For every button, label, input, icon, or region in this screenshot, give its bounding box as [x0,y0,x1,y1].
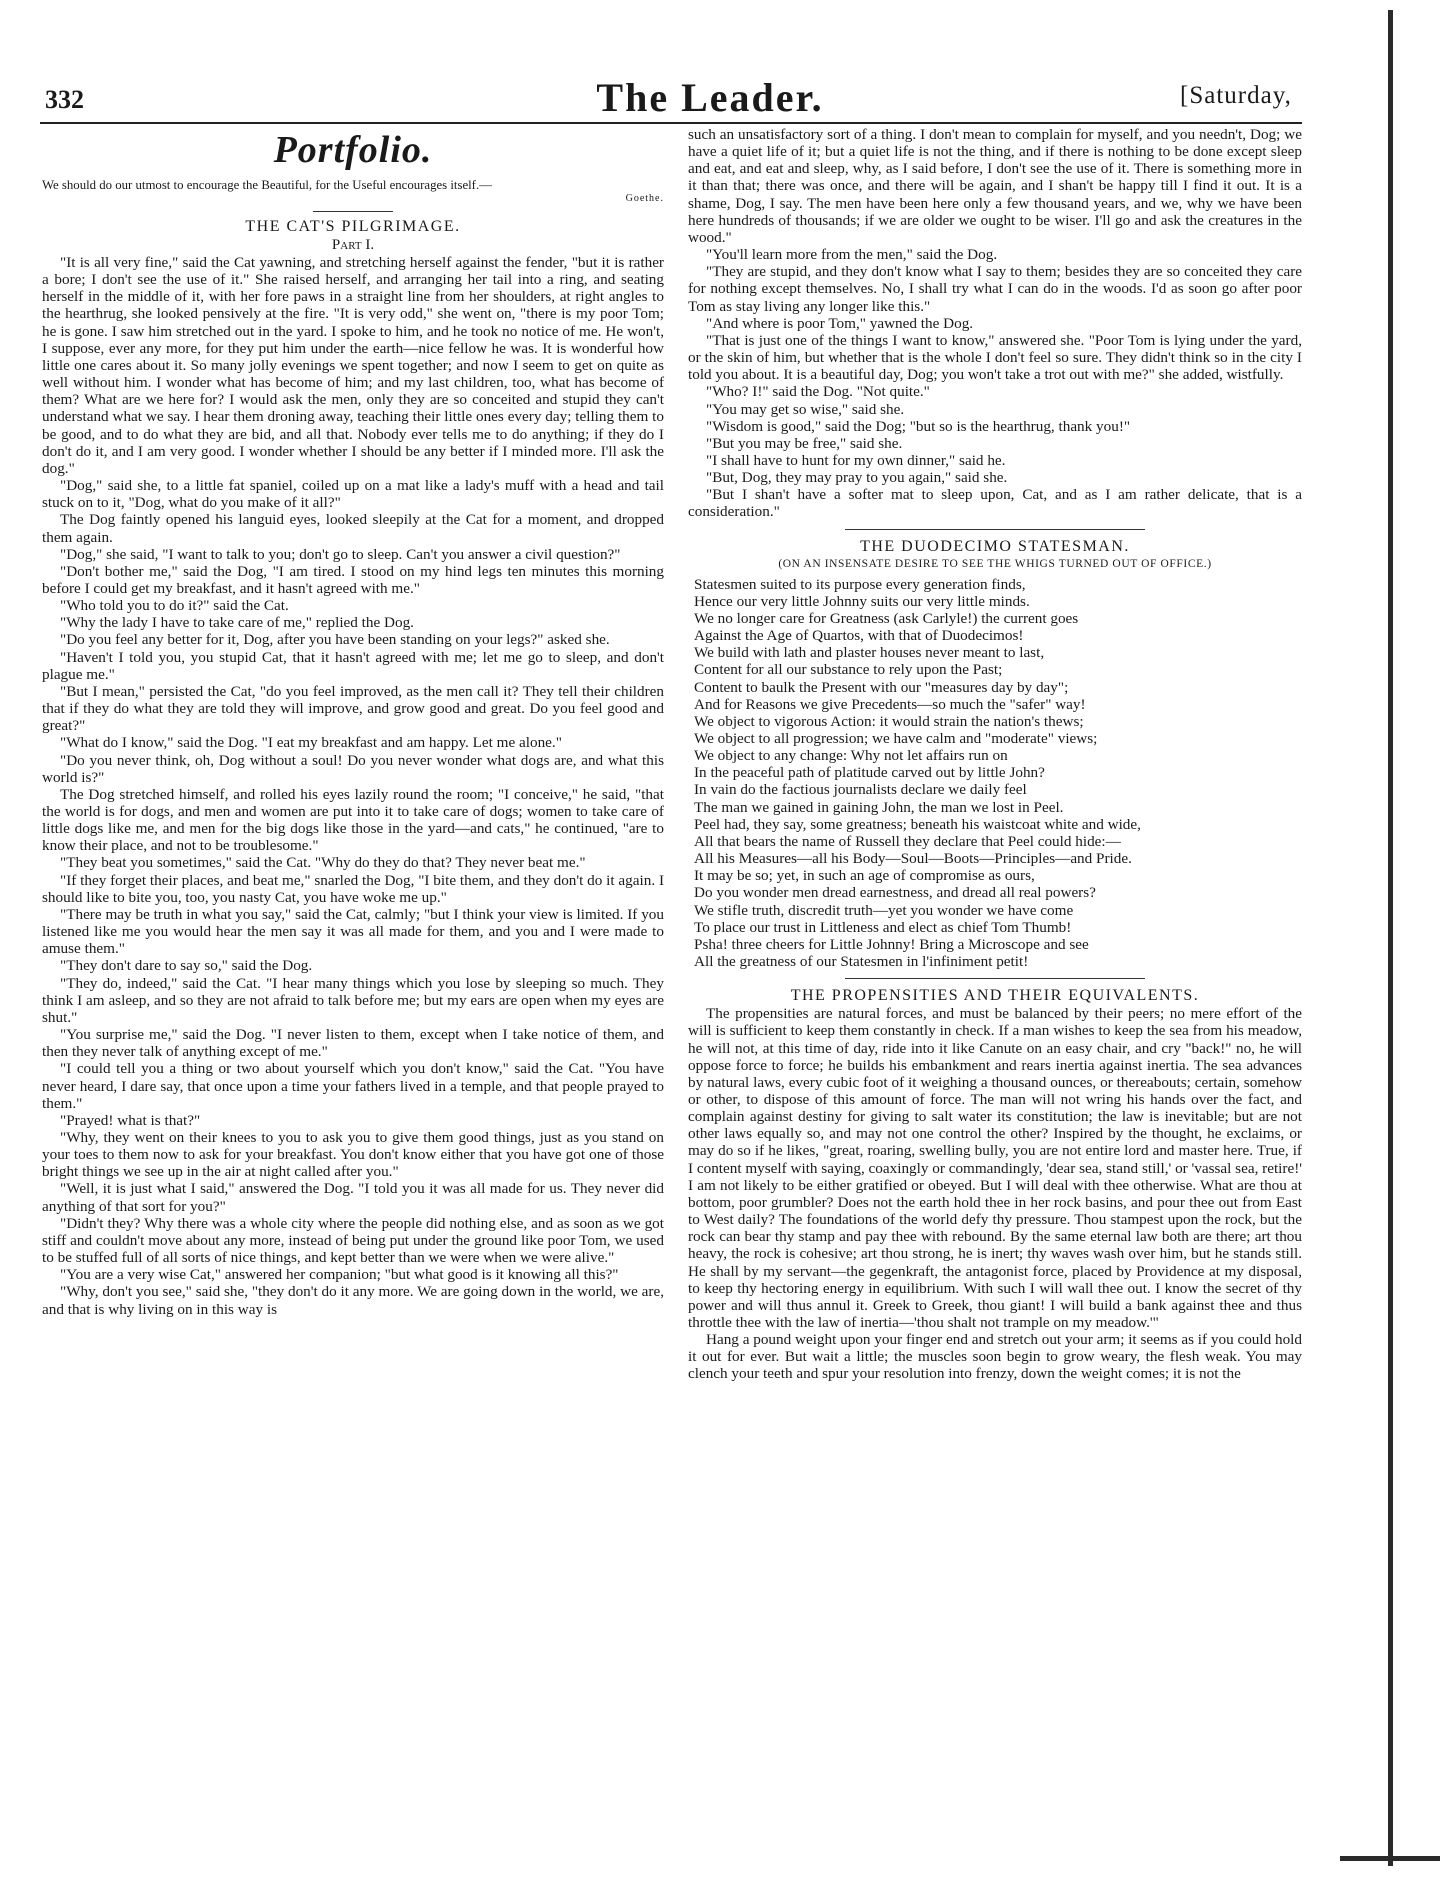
paragraph: "You are a very wise Cat," answered her companion; "but what good is it knowing all this?" [60,1266,619,1284]
paragraph: "You may get so wise," said she. [706,400,905,418]
paragraph: "Dog," said she, to a little fat spaniel, coiled up on a mat like a lady's muff with a head and tail stuck on to it, "Dog, what do you make of it all?" [42,477,664,512]
paragraph: "What do I know," said the Dog. "I eat my breakfast and am happy. Let me alone." [60,734,562,752]
divider [845,529,1145,530]
paragraph: "Do you feel any better for it, Dog, after you have been standing on your legs?" asked she. [60,631,610,649]
poem-line: All the greatness of our Statesmen in l'infiniment petit! [694,953,1029,971]
paragraph: "I could tell you a thing or two about yourself which you don't know," said the Cat. "You have never heard, I dare say, that once upon a time your fathers lived in a temple, and that people prayed to them." [42,1060,664,1112]
paragraph: "And where is poor Tom," yawned the Dog. [706,314,974,332]
left-column [42,126,664,1318]
poem-line: It may be so; yet, in such an age of compromise as ours, [694,867,1035,885]
paragraph: "It is all very fine," said the Cat yawning, and stretching herself against the fender, "but it is rather a bore; I don't see the use of it." She raised herself, and arranging her tail into a ring, and seating herself in the middle of it, with her fore paws in a straight line from her shoulders, at right angles to the hearthrug, she looked pensively at the fire. "It is very odd," she went on, "there is my poor Tom; he is gone. I saw him stretched out in the yard. I spoke to him, and he took no notice of me. He won't, I suppose, ever any more, for they put him under the earth—nice fellow he was. It is wonderful how little one cares about it. So many jolly evenings we spent together; and now I seem to get on quite as well without him. I wonder what has become of him; and my last children, too, what has become of them? What are we here for? I would ask the men, only they are so conceited and stupid they can't understand what we say. I hear them droning away, teaching their little ones every day; telling them to be good, and to do what they are bid, and all that. Nobody ever tells me to do anything; if they do I don't do it, and I am very good. I wonder whether I should be any better if I minded more. I'll ask the dog." [42,254,664,477]
paragraph: The propensities are natural forces, and must be balanced by their peers; no mere effort of the will is sufficient to keep them constantly in check. If a man wishes to keep the sea from his meadow, he will not, at this time of day, ride into it like Canute on an easy chair, and cry "back!" no, he will oppose force to force; he builds his embankment and rears inertia against inertia. The sea advances by natural laws, every cubic foot of it weighing a thousand ounces, or thereabouts; certain, somehow or other, to dispose of this amount of force. The man will not wring his hands over the fact, and complain against destiny for giving to salt water its constitution; the law is inevitable; but are not other laws equally so, and may not one control the other? Inspired by the thought, he exclaims, or may do so if he likes, "great, roaring, swelling bully, you are not entire lord and master here. True, if I content myself with saying, coaxingly or commandingly, 'dear sea, stand still,' or 'vassal sea, retire!' I am not likely to be either gratified or obeyed. But I will deal with thee otherwise. What are thou at bottom, poor grumbler? Does not the earth hold thee in her rock basins, and pour thee out from East to West daily? The foundations of the world defy thy pressure. Thou stampest upon the rock, but the rock can bear thy stamp and pay thee with rebound. By the same eternal law both are there; art thou heavy, the rock is cohesive; art thou strong, he is inert; thy waves wash over him, but he stands still. He shall by my servant—the gegenkraft, the antagonist force, placed by Providence at my disposal, to keep thy hectoring energy in equilibrium. With such I will wall thee out. I know the secret of thy power and will thus annul it. Greek to Greek, thou giant! I will build a bank against thee and thus throttle thee with the law of inertia—'thou shalt not trample on my meadow.'" [688,1005,1302,1331]
paragraph: "But, Dog, they may pray to you again," said she. [706,469,1008,487]
paragraph: "Prayed! what is that?" [60,1111,201,1129]
poem-line: Against the Age of Quartos, with that of Duodecimos! [694,627,1024,645]
paragraph: "Who told you to do it?" said the Cat. [60,597,289,615]
vertical-rule-mark [1388,10,1393,1866]
poem-line: The man we gained in gaining John, the man we lost in Peel. [694,798,1064,816]
poem-line: And for Reasons we give Precedents—so much the "safer" way! [694,695,1086,713]
paragraph: "They do, indeed," said the Cat. "I hear many things which you lose by sleeping so much. They think I am asleep, and so they are not afraid to talk before me; but my ears are open when my eyes are shut." [42,974,664,1026]
poem-line: All his Measures—all his Body—Soul—Boots—Principles—and Pride. [694,850,1132,868]
poem-line: Content to baulk the Present with our "measures day by day"; [694,678,1069,696]
paragraph: "Why, they went on their knees to you to ask you to give them good things, just as you stand on your toes to them now to ask for your breakfast. You don't know either that you have got one of those bright things we see up in the air at night called after you." [42,1128,664,1181]
duodecimo-title: THE DUODECIMO STATESMAN. [860,537,1130,555]
paragraph: "But you may be free," said she. [706,434,903,452]
paragraph: "Don't bother me," said the Dog, "I am tired. I stood on my hind legs ten minutes this morning before I could get my breakfast, and it hasn't agreed with me." [42,562,664,597]
paragraph: The Dog faintly opened his languid eyes, looked sleepily at the Cat for a moment, and dropped them again. [42,511,664,546]
header-date: [Saturday, [1180,82,1292,109]
paragraph: The Dog stretched himself, and rolled his eyes lazily round the room; "I conceive," he said, "that the world is for dogs, and men and women are put into it to take care of dogs; women to take care of little dogs like me, and men for the big dogs like those in the yard—and cats," he continued, "are to know their place, and not to be troublesome." [42,785,664,855]
paragraph: "You surprise me," said the Dog. "I never listen to them, except when I take notice of them, and then they never talk of anything except of me." [42,1026,664,1061]
cat-title: THE CAT'S PILGRIMAGE. [245,218,461,235]
poem-line: Do you wonder men dread earnestness, and dread all real powers? [694,884,1096,902]
poem-line: We no longer care for Greatness (ask Carlyle!) the current goes [694,609,1079,627]
masthead-title: The Leader. [596,75,824,120]
poem-line: In vain do the factious journalists declare we daily feel [694,781,1027,799]
divider [313,211,393,212]
paragraph: "You'll learn more from the men," said the Dog. [706,246,998,264]
paragraph: Hang a pound weight upon your finger end and stretch out your arm; it seems as if you could hold it out for ever. But wait a little; the muscles soon begin to grow weary, the flesh weak. You may clench your teeth and spur your resolution into frenzy, down the weight comes; it is not the [688,1331,1302,1383]
paragraph: "That is just one of the things I want to know," answered she. "Poor Tom is lying under the yard, or the skin of him, but whether that is the whole I don't feel so sure. They didn't think so in the city I told you about. It is a beautiful day, Dog; you won't take a trot out with me?" she added, wistfully. [688,331,1302,384]
duodecimo-note: (ON AN INSENSATE DESIRE TO SEE THE WHIGS TURNED OUT OF OFFICE.) [778,557,1212,570]
poem-line: We object to all progression; we have calm and "moderate" views; [694,730,1098,747]
paragraph: "There may be truth in what you say," said the Cat, calmly; "but I think your view is limited. If you listened like me you would hear the men say it was all made for them, and you and I were made to amuse them." [42,905,664,958]
paragraph: "I shall have to hunt for my own dinner," said he. [706,451,1006,469]
poem-line: We stifle truth, discredit truth—yet you wonder we have come [694,901,1074,919]
paragraph: "Do you never think, oh, Dog without a soul! Do you never wonder what dogs are, and what this world is?" [42,751,664,786]
paragraph: "But I shan't have a softer mat to sleep upon, Cat, and as I am rather delicate, that is a consideration." [688,486,1302,521]
paragraph: "But I mean," persisted the Cat, "do you feel improved, as the men call it? They tell their children that if they do what they are told they will improve, and grow good and great. Do you feel good and great?" [42,682,664,735]
paragraph: "They don't dare to say so," said the Dog. [60,957,313,975]
motto: We should do our utmost to encourage the Beautiful, for the Useful encourages itself.— [42,178,492,192]
paragraph: "Well, it is just what I said," answered the Dog. "I told you it was all made for us. They never did anything of that sort for you?" [42,1180,664,1215]
divider [845,978,1145,979]
paragraph: "They beat you sometimes," said the Cat. "Why do they do that? They never beat me." [60,854,586,872]
paragraph: "Why, don't you see," said she, "they don't do it any more. We are going down in the world, we are, and that is why living on in this way is [42,1283,664,1318]
propensities-body [688,1005,1302,1382]
cat-part: Part I. [331,237,375,253]
motto-source: Goethe. [625,193,664,204]
poem-line: Hence our very little Johnny suits our very little minds. [694,592,1030,610]
paragraph: "Dog," she said, "I want to talk to you; don't go to sleep. Can't you answer a civil question?" [60,545,621,563]
paragraph: "Didn't they? Why there was a whole city where the people did nothing else, and as soon as we got stiff and couldn't move about any more, instead of being put under the ground like poor Tom, we used to be stuffed full of all sorts of nice things, and kept better than we were when we were alive." [42,1214,664,1267]
cat-body [42,254,664,1318]
paragraph: "Why the lady I have to take care of me," replied the Dog. [60,614,414,632]
paragraph: "Who? I!" said the Dog. "Not quite." [706,383,930,401]
poem-line: Peel had, they say, some greatness; beneath his waistcoat white and wide, [694,815,1141,833]
poem [688,576,1302,971]
rule-foot-mark [1340,1856,1440,1861]
poem-line: All that bears the name of Russell they declare that Peel could hide:— [694,832,1121,850]
section-title-portfolio: Portfolio. [273,129,433,171]
poem-line: We object to vigorous Action: it would strain the nation's thews; [694,712,1084,730]
paragraph: "If they forget their places, and beat me," snarled the Dog, "I bite them, and they don't do it again. I should like to bite you, too, you nasty Cat, you have woke me up." [42,871,664,906]
paragraph: "Haven't I told you, you stupid Cat, that it hasn't agreed with me; let me go to sleep, and don't plague me." [42,648,664,683]
propensities-title: THE PROPENSITIES AND THEIR EQUIVALENTS. [790,987,1200,1005]
poem-line: To place our trust in Littleness and elect as chief Tom Thumb! [694,918,1072,936]
poem-line: We build with lath and plaster houses never meant to last, [694,644,1045,662]
page-number: 332 [45,85,84,114]
poem-line: In the peaceful path of platitude carved out by little John? [694,764,1045,782]
poem-line: We object to any change: Why not let affairs run on [694,747,1008,765]
poem-line: Psha! three cheers for Little Johnny! Bring a Microscope and see [694,935,1089,953]
paragraph: "They are stupid, and they don't know what I say to them; besides they are so conceited they care for nothing except themselves. No, I shall try what I can do in the woods. I'd as soon go after poor Tom as stay living any longer like this." [688,263,1302,315]
right-column [688,126,1302,1383]
poem-line: Content for all our substance to rely upon the Past; [694,661,1003,679]
paragraph: "Wisdom is good," said the Dog; "but so is the hearthrug, thank you!" [706,417,1131,435]
poem-line: Statesmen suited to its purpose every generation finds, [694,575,1026,593]
paragraph: such an unsatisfactory sort of a thing. I don't mean to complain for myself, and you needn't, Dog; we have a quiet life of it; but a quiet life is not the thing, and if there is nothing to be done except sleep and eat, and eat and sleep, why, as I said before, I don't see the use of it. There is something more in it than that; there was once, and there will be again, and I shan't be happy till I find it out. It is a shame, Dog, I say. The men have been here only a few thousand years, and we, why we have been here hundreds of thousands; if we are older we ought to be wiser. I'll go and ask the creatures in the wood." [688,126,1302,246]
cat-continued [688,126,1302,521]
header-rule [40,122,1302,124]
